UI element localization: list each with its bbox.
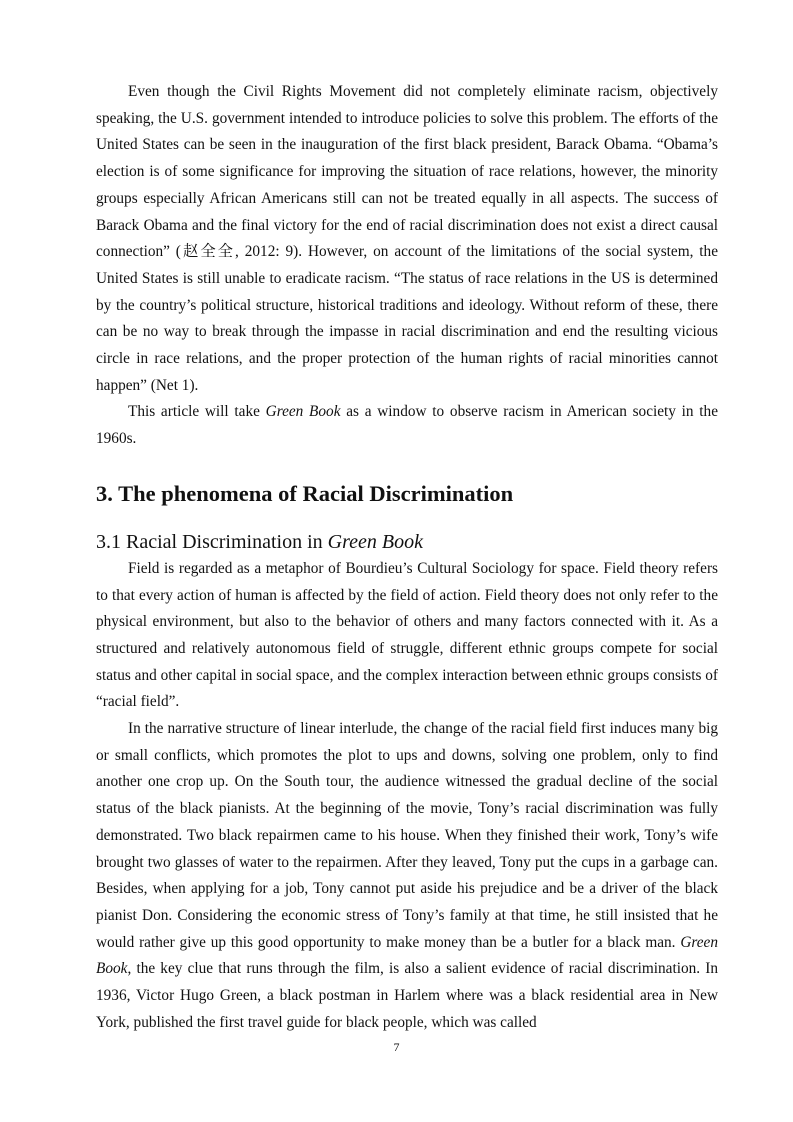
- page-number: 7: [393, 1040, 400, 1054]
- paragraph-text: as a window to observe racism in American society in the 1960s.: [96, 403, 718, 448]
- subsection-heading: [96, 529, 718, 556]
- book-title-italic: Green Book: [327, 530, 423, 553]
- section-heading: 3. The phenomena of Racial Discrimination: [96, 480, 514, 506]
- paragraph-narrative-structure: [96, 716, 718, 1036]
- page-body: [96, 79, 718, 1037]
- paragraph-text: In the narrative structure of linear interlude, the change of the racial field first induces many big or small conflicts, which promotes the plot to ups and downs, solving one problem, only to find another one crop up. On the South tour, the audience witnessed the gradual decline of the social status of the black pianists. At the beginning of the movie, Tony’s racial discrimination was fully demonstrated. Two black repairmen came to his house. When they finished their work, Tony’s wife brought two glasses of water to the repairmen. After they leaved, Tony put the cups in a garbage can. Besides, when applying for a job, Tony cannot put aside his prejudice and be a driver of the black pianist Don. Considering the economic stress of Tony’s family at that time, he still insisted that he would rather give up this good opportunity to make money than be a butler for a black man.: [96, 720, 718, 951]
- paragraph-civil-rights: Even though the Civil Rights Movement did not completely eliminate racism, objectively speaking, the U.S. government intended to introduce policies to solve this problem. The efforts of the United States can be seen in the inauguration of the first black president, Barack Obama. “Obama’s election is of some significance for improving the situation of race relations, however, the minority groups especially African Americans still can not be treated equally in all aspects. The success of Barack Obama and the final victory for the end of racial discrimination does not exist a direct causal connection” (赵全全, 2012: 9). However, on account of the limitations of the social system, the United States is still unable to eradicate racism. “The status of race relations in the US is determined by the country’s political structure, historical traditions and ideology. Without reform of these, there can be no way to break through the impasse in racial discrimination and end the resulting vicious circle in race relations, and the proper protection of the human rights of racial minorities cannot happen” (Net 1).: [96, 83, 718, 394]
- subsection-heading-text: 3.1 Racial Discrimination in: [96, 530, 328, 553]
- book-title-italic: Green Book: [265, 403, 341, 421]
- paragraph-text: , the key clue that runs through the film, is also a salient evidence of racial discrimination. In 1936, Victor Hugo Green, a black postman in Harlem where was a black residential area in New York, published the first travel guide for black people, which was called: [96, 960, 718, 1031]
- paragraph-text: This article will take: [128, 403, 266, 421]
- paragraph-field-theory: Field is regarded as a metaphor of Bourdieu’s Cultural Sociology for space. Field theory refers to that every action of human is affected by the field of action. Field theory does not only refer to the physical environment, but also to the behavior of others and many factors connected with it. As a structured and relatively autonomous field of struggle, different ethnic groups compete for social status and other capital in social space, and the complex interaction between ethnic groups consists of “racial field”.: [96, 559, 718, 711]
- paragraph-article-purpose: [96, 399, 718, 452]
- book-title-italic: Green Book: [96, 933, 718, 978]
